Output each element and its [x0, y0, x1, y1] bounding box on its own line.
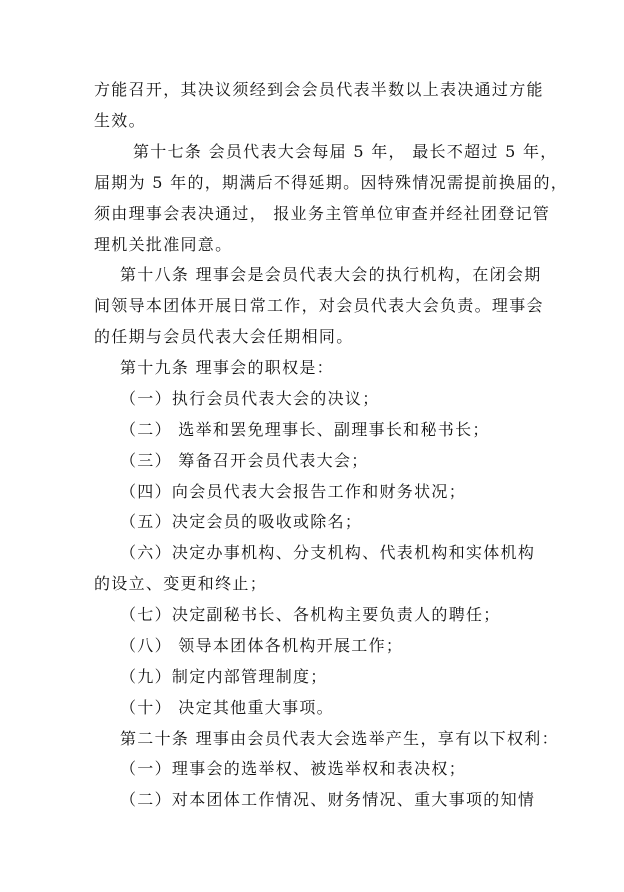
list-item: （二）对本团体工作情况、财务情况、重大事项的知情: [120, 790, 536, 809]
list-item: （一）理事会的选举权、被选举权和表决权；: [120, 759, 467, 778]
list-item: （三） 筹备召开会员代表大会；: [120, 451, 369, 470]
text-line: 方能召开，其决议须经到会会员代表半数以上表决通过方能: [94, 80, 544, 99]
text-line: 届期为 5 年的，期满后不得延期。因特殊情况需提前换届的，: [94, 173, 569, 192]
text-line: 的设立、变更和终止；: [94, 574, 268, 593]
list-item: （六）决定办事机构、分支机构、代表机构和实体机构: [120, 543, 536, 562]
article-17-heading-line: 第十七条 会员代表大会每届 5 年， 最长不超过 5 年，: [133, 142, 558, 161]
list-item: （八） 领导本团体各机构开展工作；: [120, 636, 404, 655]
list-item: （十） 决定其他重大事项。: [120, 698, 334, 717]
text-line: 的任期与会员代表大会任期相同。: [94, 327, 354, 346]
list-item: （二） 选举和罢免理事长、副理事长和秘书长；: [120, 420, 490, 439]
article-19-heading-line: 第十九条 理事会的职权是：: [120, 358, 334, 377]
text-line: 间领导本团体开展日常工作，对会员代表大会负责。理事会: [94, 296, 544, 315]
list-item: （一）执行会员代表大会的决议；: [120, 389, 380, 408]
article-18-heading-line: 第十八条 理事会是会员代表大会的执行机构，在闭会期: [120, 265, 542, 284]
list-item: （九）制定内部管理制度；: [120, 667, 328, 686]
text-line: 生效。: [94, 111, 146, 130]
list-item: （七）决定副秘书长、各机构主要负责人的聘任；: [120, 605, 501, 624]
list-item: （四）向会员代表大会报告工作和财务状况；: [120, 482, 467, 501]
list-item: （五）决定会员的吸收或除名；: [120, 512, 363, 531]
text-line: 理机关批准同意。: [94, 235, 233, 254]
article-20-heading-line: 第二十条 理事由会员代表大会选举产生，享有以下权利：: [120, 729, 559, 748]
text-line: 须由理事会表决通过， 报业务主管单位审查并经社团登记管: [94, 204, 551, 223]
